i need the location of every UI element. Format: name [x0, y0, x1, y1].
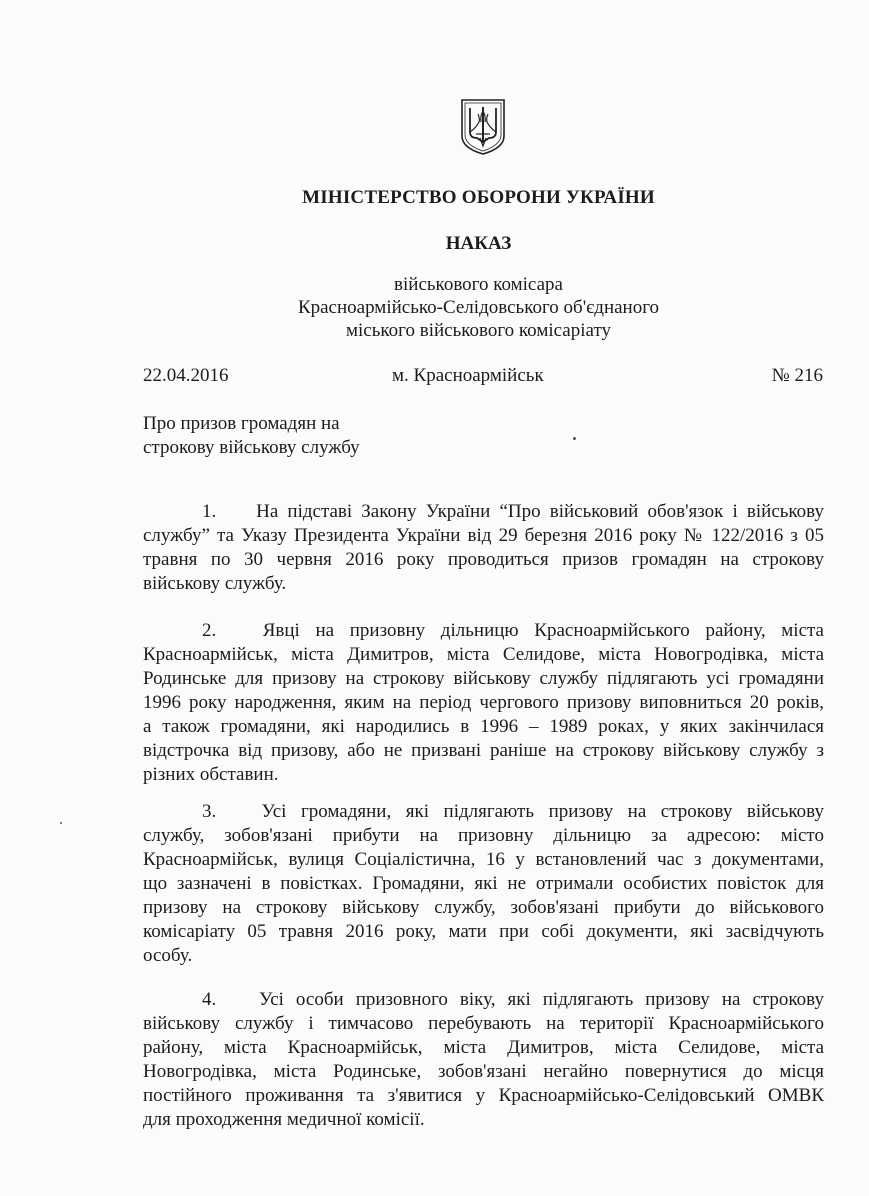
paragraph-line: що зазначені в повістках. Громадяни, які не отримали особистих повісток для	[143, 873, 824, 894]
paragraph-line: військову службу і тимчасово перебувають на території Красноармійського	[143, 1013, 824, 1034]
issuer-line: військового комісара	[394, 274, 563, 295]
subject-line: строкову військову службу	[143, 437, 360, 458]
order-meta-row	[143, 365, 823, 389]
paragraph-line: особу.	[143, 945, 193, 966]
ministry-name: МІНІСТЕРСТВО ОБОРОНИ УКРАЇНИ	[302, 187, 655, 208]
subject-line: Про призов громадян на	[143, 413, 340, 434]
order-subject	[143, 412, 360, 460]
paragraph-line: Родинське для призову на строкову військову службу підлягають усі громадяни	[143, 668, 824, 689]
paragraph-line: комісаріату 05 травня 2016 року, мати при собі документи, які засвідчують	[143, 921, 824, 942]
paragraph-line: 3. Усі громадяни, які підлягають призову на строкову військову	[202, 801, 825, 822]
paragraph-number: 4.	[202, 989, 217, 1010]
scan-speck	[573, 437, 576, 440]
issuer-block	[0, 273, 869, 342]
issuer-line: Красноармійсько-Селідовського об'єднаного	[297, 297, 660, 318]
paragraph-line: різних обставин.	[143, 764, 279, 785]
paragraph-line: відстрочка від призову, або не призвані раніше на строкову військову службу з	[143, 740, 824, 761]
paragraph-line: травня по 30 червня 2016 року проводиться призов громадян на строкову	[143, 549, 824, 570]
paragraph-line: призову на строкову військову службу, зобов'язані прибути до військового	[143, 897, 824, 918]
scan-speck	[60, 822, 62, 824]
paragraph-line: службу” та Указу Президента України від 29 березня 2016 року № 122/2016 з 05	[143, 525, 824, 546]
paragraph-number: 2.	[202, 620, 217, 641]
paragraph-line: для проходження медичної комісії.	[143, 1109, 425, 1130]
paragraph-number: 1.	[202, 501, 217, 522]
paragraph-1	[143, 500, 824, 596]
paragraph-line: Новогродівка, міста Родинське, зобов'язані негайно повернутися до місця	[143, 1061, 824, 1082]
order-number: № 216	[771, 365, 823, 386]
paragraph-number: 3.	[202, 801, 217, 822]
paragraph-4	[143, 988, 824, 1132]
paragraph-3	[143, 800, 824, 968]
document-type-title: НАКАЗ	[445, 233, 512, 254]
issuer-line: міського військового комісаріату	[345, 320, 611, 341]
paragraph-line: Красноармійськ, міста Димитров, міста Селидове, міста Новогродівка, міста	[143, 644, 824, 665]
paragraph-line: Красноармійськ, вулиця Соціалістична, 16 у встановлений час з документами,	[143, 849, 824, 870]
paragraph-line: службу, зобов'язані прибути на призовну дільницю за адресою: місто	[143, 825, 824, 846]
paragraph-line: а також громадяни, які народились в 1996 – 1989 роках, у яких закінчилася	[143, 716, 824, 737]
paragraph-line: 4. Усі особи призовного віку, які підлягають призову на строкову	[202, 989, 825, 1010]
paragraph-2	[143, 619, 824, 787]
paragraph-line: 1. На підставі Закону України “Про військовий обов'язок і військову	[202, 501, 825, 522]
trident-coat-of-arms-icon	[459, 98, 507, 156]
paragraph-line: постійного проживання та з'явитися у Красноармійсько-Селідовський ОМВК	[143, 1085, 824, 1106]
paragraph-line: військову службу.	[143, 573, 287, 594]
paragraph-line: 2. Явці на призовну дільницю Красноармійського району, міста	[202, 620, 824, 641]
paragraph-line: 1996 року народження, яким на період чергового призову виповниться 20 років,	[143, 692, 824, 713]
order-date: 22.04.2016	[143, 365, 229, 386]
paragraph-line: району, міста Красноармійськ, міста Димитров, міста Селидове, міста	[143, 1037, 824, 1058]
order-city: м. Красноармійськ	[392, 365, 544, 386]
